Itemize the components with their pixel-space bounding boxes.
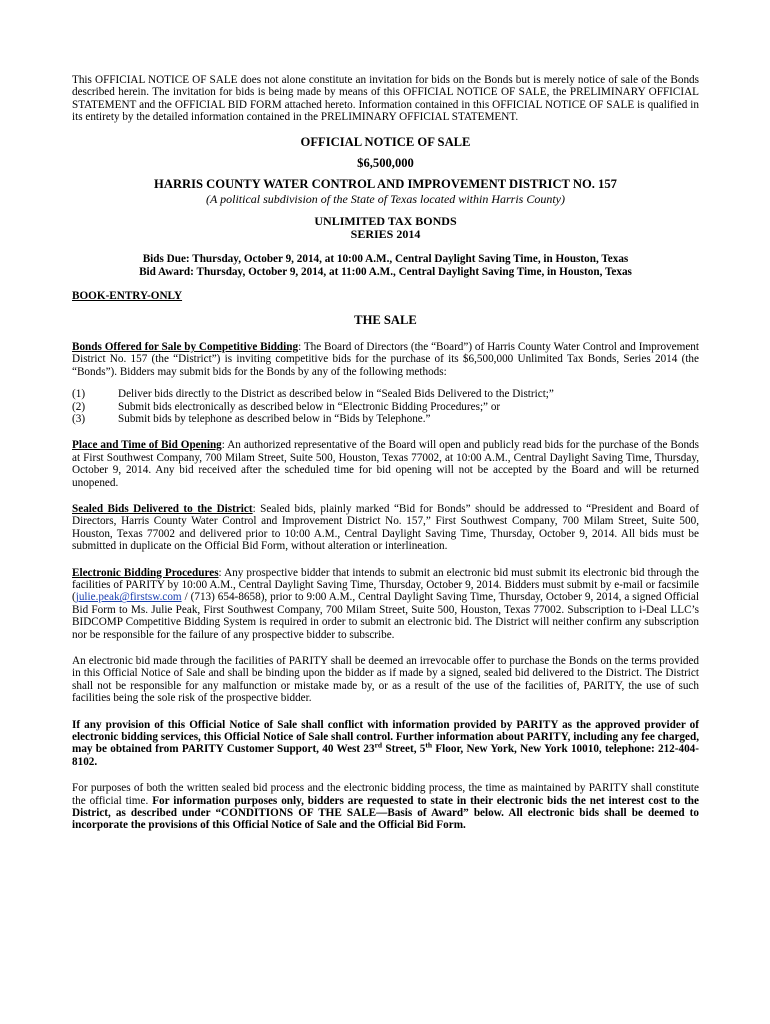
email-link[interactable]: julie.peak@firstsw.com — [75, 591, 182, 604]
district-subtitle: (A political subdivision of the State of Texas located within Harris County) — [206, 191, 565, 206]
official-time-text: For purposes of both the written sealed bid process and the electronic bidding process, the time as maintained by PARITY shall constitute the official time. — [72, 782, 699, 807]
district-name: HARRIS COUNTY WATER CONTROL AND IMPROVEMENT DISTRICT NO. 157 — [154, 177, 617, 192]
conflict-text-2: Street, 5 — [382, 743, 426, 756]
list-item-number: (3) — [72, 412, 86, 425]
intro-paragraph: This OFFICIAL NOTICE OF SALE does not alone constitute an invitation for bids on the Bonds but is merely notice of sale of the Bonds described herein. The invitation for bids is being made by means of this OFFICIAL NOTICE OF SALE, the PRELIMINARY OFFICIAL STATEMENT and the OFFICIAL BID FORM attached hereto. Information contained in this OFFICIAL NOTICE OF SALE is qualified in its entirety by the detailed information contained in the PRELIMINARY OFFICIAL STATEMENT. — [72, 74, 699, 124]
bonds-offered-text: : The Board of Directors (the “Board”) of Harris County Water Control and Improvement District No. 157 (the “District”) is inviting competitive bids for the purchase of its $6,500,000 Unlimited Tax Bonds, Series 2014 (the “Bonds”). Bidders may submit bids for the Bonds by any of the following methods: — [72, 340, 699, 378]
bonds-line-2: SERIES 2014 — [350, 227, 421, 242]
list-item-text: Deliver bids directly to the District as described below in “Sealed Bids Delivered to the District;” — [118, 388, 554, 401]
parity-conflict-paragraph — [72, 719, 699, 769]
list-item-text: Submit bids by telephone as described below in “Bids by Telephone.” — [118, 412, 431, 425]
sealed-bids-heading: Sealed Bids Delivered to the District — [72, 502, 253, 515]
list-item-number: (2) — [72, 400, 86, 413]
the-sale-heading: THE SALE — [354, 313, 417, 328]
sealed-bids-paragraph — [72, 503, 699, 553]
bond-series — [72, 215, 699, 241]
official-time-bold-text: For information purposes only, bidders are requested to state in their electronic bids the net interest cost to the District, as described under “CONDITIONS OF THE SALE—Basis of Award” below. All electronic bids shall be deemed to incorporate the provisions of this Official Notice of Sale and the Official Bid Form. — [72, 794, 699, 832]
list-item — [72, 388, 699, 400]
notice-title: OFFICIAL NOTICE OF SALE — [300, 134, 471, 149]
list-item-text: Submit bids electronically as described below in “Electronic Bidding Procedures;” or — [118, 400, 501, 413]
list-item — [72, 401, 699, 413]
place-time-heading: Place and Time of Bid Opening — [72, 439, 222, 452]
bonds-line-1: UNLIMITED TAX BONDS — [314, 214, 457, 229]
electronic-bidding-text-continued: / (713) 654-8658), prior to 9:00 A.M., Central Daylight Saving Time, Thursday, October 9, 2014, a signed Official Bid Form to Ms. Julie Peak, First Southwest Company, 700 Milam Street, Suite 500, Houston, Texas 77002. Subscription to i-Deal LLC’s BIDCOMP Competitive Bidding System is required in order to submit an electronic bid. The District will neither confirm any subscription nor be responsible for the failure of any prospective bidder to subscribe. — [72, 591, 699, 641]
bond-amount: $6,500,000 — [357, 156, 414, 171]
list-item-number: (1) — [72, 388, 86, 401]
bonds-offered-paragraph — [72, 341, 699, 378]
bid-methods-list — [72, 388, 699, 425]
bids-due: Bids Due: Thursday, October 9, 2014, at 10:00 A.M., Central Daylight Saving Time, in Houston, Texas — [142, 253, 629, 266]
conflict-text-3: Floor, New York, New York 10010, telephone: 212-404-8102. — [72, 743, 699, 768]
bid-dates — [72, 253, 699, 278]
ordinal-suffix: rd — [374, 740, 383, 750]
document-page — [72, 64, 699, 832]
conflict-text: If any provision of this Official Notice of Sale shall conflict with information provided by PARITY as the approved provider of electronic bidding services, this Official Notice of Sale shall control. Further information about PARITY, including any fee charged, may be obtained from PARITY Customer Support, 40 West 23 — [72, 718, 699, 756]
bid-award: Bid Award: Thursday, October 9, 2014, at 11:00 A.M., Central Daylight Saving Time, in Houston, Texas — [139, 265, 632, 278]
place-time-text: : An authorized representative of the Board will open and publicly read bids for the purchase of the Bonds at First Southwest Company, 700 Milam Street, Suite 500, Houston, Texas 77002, at 10:00 A.M., Central Daylight Saving Time, Thursday, October 9, 2014. Any bid received after the scheduled time for bid opening will not be accepted by the Board and will be returned unopened. — [72, 439, 699, 489]
book-entry-heading: BOOK-ENTRY-ONLY — [72, 290, 183, 303]
electronic-bidding-heading: Electronic Bidding Procedures — [72, 566, 219, 579]
bonds-offered-heading: Bonds Offered for Sale by Competitive Bidding — [72, 340, 299, 353]
list-item — [72, 413, 699, 425]
electronic-bidding-paragraph — [72, 567, 699, 641]
electronic-bidding-text: : Any prospective bidder that intends to submit an electronic bid must submit its electronic bid through the facilities of PARITY by 10:00 A.M., Central Daylight Saving Time, Thursday, October 9, 2014. Bidders must submit by e-mail or facsimile ( — [72, 566, 699, 604]
official-time-paragraph — [72, 782, 699, 832]
sealed-bids-text: : Sealed bids, plainly marked “Bid for Bonds” should be addressed to “President and Board of Directors, Harris County Water Control and Improvement District No. 157,” First Southwest Company, 700 Milam Street, Suite 500, Houston, Texas 77002 and delivered prior to 10:00 A.M., Central Daylight Saving Time, Thursday, October 9, 2014. All bids must be submitted in duplicate on the Official Bid Form, without alteration or interlineation. — [72, 502, 699, 553]
ordinal-suffix-2: th — [425, 740, 433, 750]
irrevocable-offer-paragraph: An electronic bid made through the facilities of PARITY shall be deemed an irrevocable offer to purchase the Bonds on the terms provided in this Official Notice of Sale and shall be binding upon the bidder as if made by a signed, sealed bid delivered to the District. The District shall not be responsible for any malfunction or mistake made by, or as a result of the use of the facilities of, PARITY, the use of such facilities being the sole risk of the prospective bidder. — [72, 655, 699, 705]
place-time-paragraph — [72, 439, 699, 489]
